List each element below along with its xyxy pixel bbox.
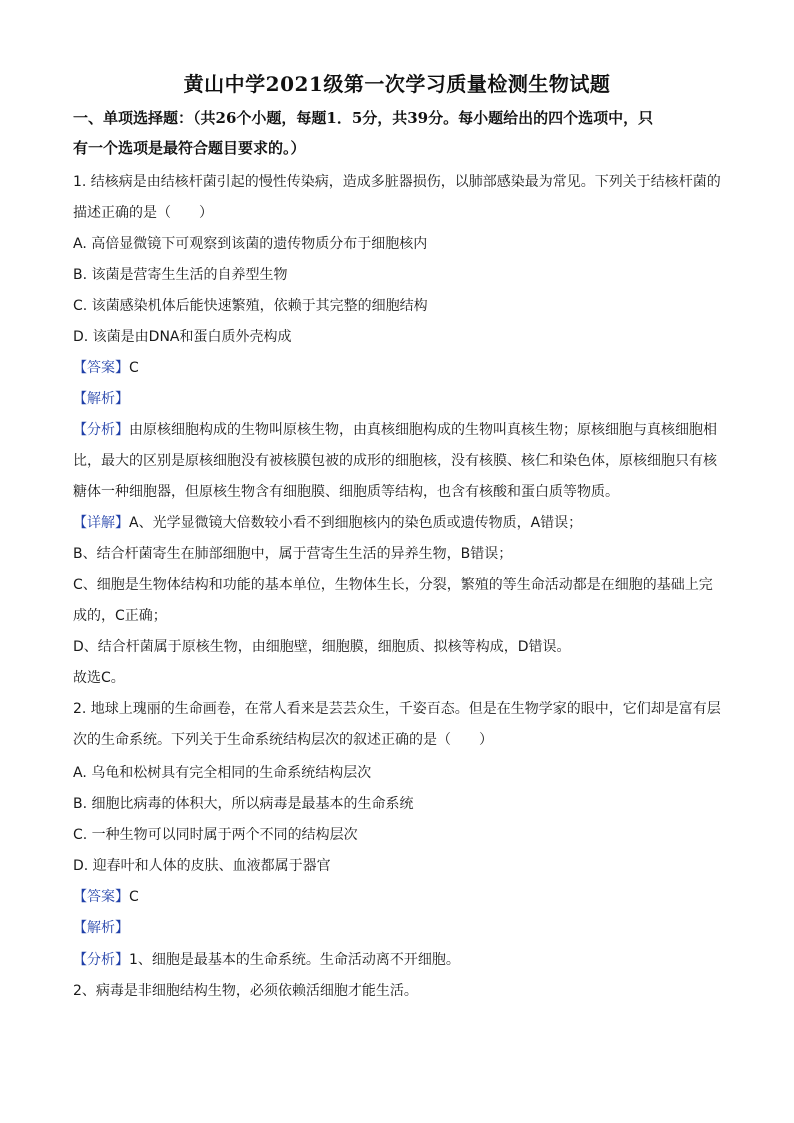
q1-xiangjie-text-1: A、光学显微镜大倍数较小看不到细胞核内的染色质或遗传物质，A错误； <box>129 515 583 531</box>
q1-answer-value: C <box>129 360 139 376</box>
q2-fenxi-tag: 【分析】 <box>73 952 129 968</box>
q2-option-a: A. 乌龟和松树具有完全相同的生命系统结构层次 <box>73 765 372 781</box>
q2-option-b: B. 细胞比病毒的体积大，所以病毒是最基本的生命系统 <box>73 796 414 812</box>
q1-analysis-tag: 【解析】 <box>73 391 129 407</box>
q1-xiangjie-line-3: C、细胞是生物体结构和功能的基本单位，生物体生长，分裂，繁殖的等生命活动都是在细胞的基础上完 <box>73 577 713 593</box>
q2-option-c: C. 一种生物可以同时属于两个不同的结构层次 <box>73 827 358 843</box>
q1-option-a: A. 高倍显微镜下可观察到该菌的遗传物质分布于细胞核内 <box>73 236 428 252</box>
q1-xiangjie-line-2: B、结合杆菌寄生在肺部细胞中，属于营寄生生活的异养生物，B错误； <box>73 546 513 562</box>
q2-answer-tag: 【答案】 <box>73 889 129 905</box>
q1-fenxi-text-1: 由原核细胞构成的生物叫原核生物，由真核细胞构成的生物叫真核生物；原核细胞与真核细胞相 <box>129 422 717 438</box>
q1-fenxi-line-2: 比，最大的区别是原核细胞没有被核膜包被的成形的细胞核，没有核膜、核仁和染色体，原核细胞只有核 <box>73 453 717 469</box>
q2-fenxi-text-1: 1、细胞是最基本的生命系统。生命活动离不开细胞。 <box>129 952 460 968</box>
q2-answer <box>73 887 139 907</box>
q1-option-c: C. 该菌感染机体后能快速繁殖，依赖于其完整的细胞结构 <box>73 298 428 314</box>
q1-option-b: B. 该菌是营寄生生活的自养型生物 <box>73 267 288 283</box>
q1-stem-line-1: 1. 结核病是由结核杆菌引起的慢性传染病，造成多脏器损伤，以肺部感染最为常见。下列关于结核杆菌的 <box>73 174 721 190</box>
q1-stem-line-2: 描述正确的是（ ） <box>73 205 213 221</box>
section-heading-line-1: 一、单项选择题：（共26个小题，每题1．5分，共39分。每小题给出的四个选项中，只 <box>73 109 654 127</box>
q1-fenxi-tag: 【分析】 <box>73 422 129 438</box>
q2-analysis-tag: 【解析】 <box>73 920 129 936</box>
q2-fenxi-line-2: 2、病毒是非细胞结构生物，必须依赖活细胞才能生活。 <box>73 983 418 999</box>
q1-fenxi-line-3: 糖体一种细胞器，但原核生物含有细胞膜、细胞质等结构，也含有核酸和蛋白质等物质。 <box>73 484 619 500</box>
q1-fenxi-line-1 <box>73 420 717 440</box>
q1-xiangjie-tag: 【详解】 <box>73 515 129 531</box>
section-heading-line-2: 有一个选项是最符合题目要求的。） <box>73 139 306 157</box>
q2-answer-value: C <box>129 889 139 905</box>
q1-xiangjie-line-4: 成的，C正确； <box>73 608 167 624</box>
q2-fenxi-line-1 <box>73 950 460 970</box>
q1-answer <box>73 358 139 378</box>
q1-conclusion: 故选C。 <box>73 670 125 686</box>
q2-stem-line-1: 2. 地球上瑰丽的生命画卷，在常人看来是芸芸众生，千姿百态。但是在生物学家的眼中，它们却是富有层 <box>73 701 721 717</box>
q2-option-d: D. 迎春叶和人体的皮肤、血液都属于器官 <box>73 858 331 874</box>
q1-xiangjie-line-5: D、结合杆菌属于原核生物，由细胞壁，细胞膜，细胞质、拟核等构成，D错误。 <box>73 639 571 655</box>
q1-option-d: D. 该菌是由DNA和蛋白质外壳构成 <box>73 329 292 345</box>
q1-xiangjie-line-1 <box>73 513 582 533</box>
q2-stem-line-2: 次的生命系统。下列关于生命系统结构层次的叙述正确的是（ ） <box>73 732 493 748</box>
page-title: 黄山中学2021级第一次学习质量检测生物试题 <box>183 72 611 96</box>
q1-answer-tag: 【答案】 <box>73 360 129 376</box>
